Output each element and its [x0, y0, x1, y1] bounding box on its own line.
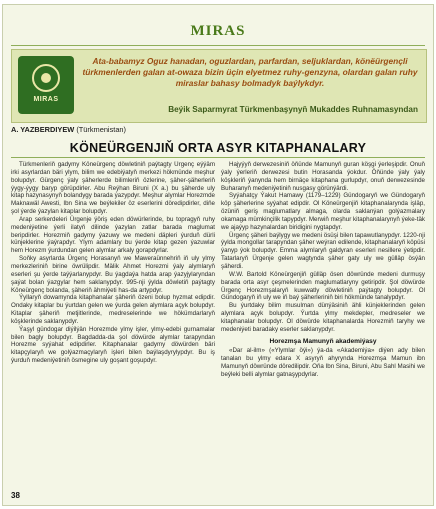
- paragraph: Soňky asyrlarda Ürgenç Horasanyň we Maweraünnehriň iň uly ylmy merkezleriniň birine öwrülipdir. Mälik Ahmet Horezmi ýaly alymlaryň eserleri şu ýerde taýýarlanypdyr. Bu ýagdaýa hatda arap ýazyjylaryndan şaýat bolan ýazgylar hem saklanypdyr. 995-nji ýylda döwletiň paýtagty Köneürgenç bolanda, şäheriň ähmiýeti has-da artypdyr.: [11, 255, 215, 294]
- article-column-right: [221, 161, 425, 485]
- paragraph: Ýaşyl gündogar diýilýän Horezmde ylmy işler, ylmy-edebi gurnamalar bilen bagly bolupdyr. Bagdadda-da şol döwürde alymlar tarapyndan Horezme syýahat edipdirler. Kitaphanalar gadymy döwürden bäri kitapçylaryň we golýazmaçylaryň işleri bilen baýlaşdyrylypdyr. Bu iş ýurduň medeniýetiniň ösmegine uly goşant goşupdyr.: [11, 325, 215, 365]
- section-title: MIRAS: [190, 23, 246, 39]
- paragraph: Hajyýyň derwezesiniň öňünde Mamunyň guran köşgi ýerleşipdir. Onuň ýaly ýerleriň derwezesi butin Horasanda ýokdur. Öňünde ýaly ýaly köşkleriň ýanynda hem birnäçe kitaphana gurlupdyr, onuň derwezesinde Buharanyň medeniýetiniň nusgasy görünýärdi.: [221, 161, 425, 192]
- emblem-logo: [18, 56, 74, 114]
- page-number: 38: [11, 491, 20, 500]
- emblem-ring-icon: [32, 64, 60, 92]
- quote-author: Beýik Saparmyrat Türkmenbaşynyň Mukaddes Ruhnamasyndan: [168, 105, 418, 114]
- article-byline: [11, 125, 126, 134]
- paragraph: Ýyllaryň dowamynda kitaphanalar şäheriň özeni bolup hyzmat edipdir. Ondaky kitaplar bu ýurtdan gelen we ýurda gelen alymlara açyk bolupdyr. Kitaplar şäheriň metjitlerinde, medreselerinde we hökümdarlaryň köşklerinde saklanypdyr.: [11, 294, 215, 325]
- article-column-left: [11, 161, 215, 491]
- banner-quote: Ata-babamyz Oguz hanadan, oguzlardan, parfardan, seljuklardan, könëürgençli türkmenlerden galan at-owaza bizin üçin elyetmez ruhy-genzyna, olardan galan ruhy miraslar bahasy bolmadyk baýlykdyr.: [82, 56, 418, 88]
- article-title: KÖNEÜRGENJIŇ ORTA ASYR KITAPHANALARY: [69, 141, 367, 155]
- paragraph: Türkmenleriň gadymy Köneürgenç döwletiniň paýtagty Ürgenç eýýäm irki asyrlardan bäri ylym, bilim we edebiýatyň merkezi hökmünde meşhur bolupdyr. Gürgenç ýaly şäherlerde bilimleriň özlerine, şäher-şäherleriň ýygy-ýygy baryp görüpdirler. Abu Reýhan Biruni (X a.) bu şäherde uly kitap hazynasynyň bolandygy barada ýazypdyr. Meşhur alymlar Horezmde Maknawäl Awesti, Ibn Sina we beýlekiler öz eserlerini döredipdirler, diňe şol ýerde ýazylan kitaplar bolupdyr.: [11, 161, 215, 216]
- header-rule: [11, 45, 425, 46]
- paragraph: «Dar al-ilm» («Ylymlar öýi») ýa-da «Akademiýa» diýen ady bilen tanalan bu ylmy edara X asyryň ahyrynda Horezmşa Mamun ibn Mamunyň döwründe döredilipdir. Oňa Ibn Sina, Biruni, Abu Sahl Masihi we beýleki belli alymlar gatnaşypdyrlar.: [221, 347, 425, 378]
- magazine-page: [2, 4, 434, 506]
- paragraph: Arap serkerdeleri Ürgenje ýöriş eden döwürlerinde, bu topragyň ruhy medeniýetine ýerli ilatyň dilinde ýazylan zatlar barada maglumat beripdirler. Horezmiň gadymy ýazuwy we medeni däpleri ýurduň dürli künjeklerine ýaýrapdyr. Ylym adamlary bu ýerde kitap gezen ýazuwlar hem Horezm ýurdundan gelen alymlar arkaly gorapdyrlar.: [11, 215, 215, 255]
- author-country: (Türkmenistan): [76, 125, 127, 134]
- title-rule: [11, 157, 425, 158]
- paragraph: Ürgenç şäheri baýlygy we medeni ösüşi bilen tapawutlanypdyr. 1220-nji ýylda mongollar tarapyndan şäher weýran edilende, kitaphanalaryň köpüsi ýanyp ýok bolupdyr. Emma alymlaryň galdyran eserleri nesillere ýetipdir. Tatarlaryň Ürgenje gelen wagtynda şäher gaty uly we gülläp ösýän şäherdi.: [221, 231, 425, 270]
- quote-banner: [11, 49, 427, 123]
- emblem-text: MIRAS: [33, 96, 59, 103]
- author-name: A. YAZBERDIYEW: [11, 125, 75, 134]
- paragraph: Syýahatçy Ýakut Hamawy (1179–1229) Gündogaryň we Gündogaryň köp şäherlerine syýahat edipdir. Ol Köneürgenjiň kitaphanalarynda işläp, özüniň geriş maglumatlary almaga, olarda saklanýan golýazmalary okamaga mümkinçilik tapypdyr. Merwiň meşhur kitaphanalarynyň ýeke-täk we ajaýyp hazynalardan biridigini nygtapdyr.: [221, 192, 425, 231]
- section-subheading: Horezmşa Mamunyň akademiýasy: [269, 337, 377, 345]
- paragraph: Bu ýurtdaky bilim musulman dünýäsiniň ähli künjeklerinden gelen alymlara açyk bolupdyr. Ýurtda ylmy mekdepler, medreseler we kitaphanalar bolupdyr. Ol döwürde kitaphanalarda Horezmiň taryhy we medeniýeti baradaky eserler saklanypdyr.: [221, 302, 425, 333]
- paragraph: W.W. Bartold Köneürgenjiň gülläp ösen döwründe medeni durmuşy barada orta asyr çeşmelerinden maglumatlaryny getiripdir. Şol döwürde Ürgenç Horezmşalaryň kuwwatly döwletiniň paýtagty bolupdyr. Ol Gündogaryň iň uly we iň baý şäherleriniň biri hökmünde tanalypdyr.: [221, 270, 425, 302]
